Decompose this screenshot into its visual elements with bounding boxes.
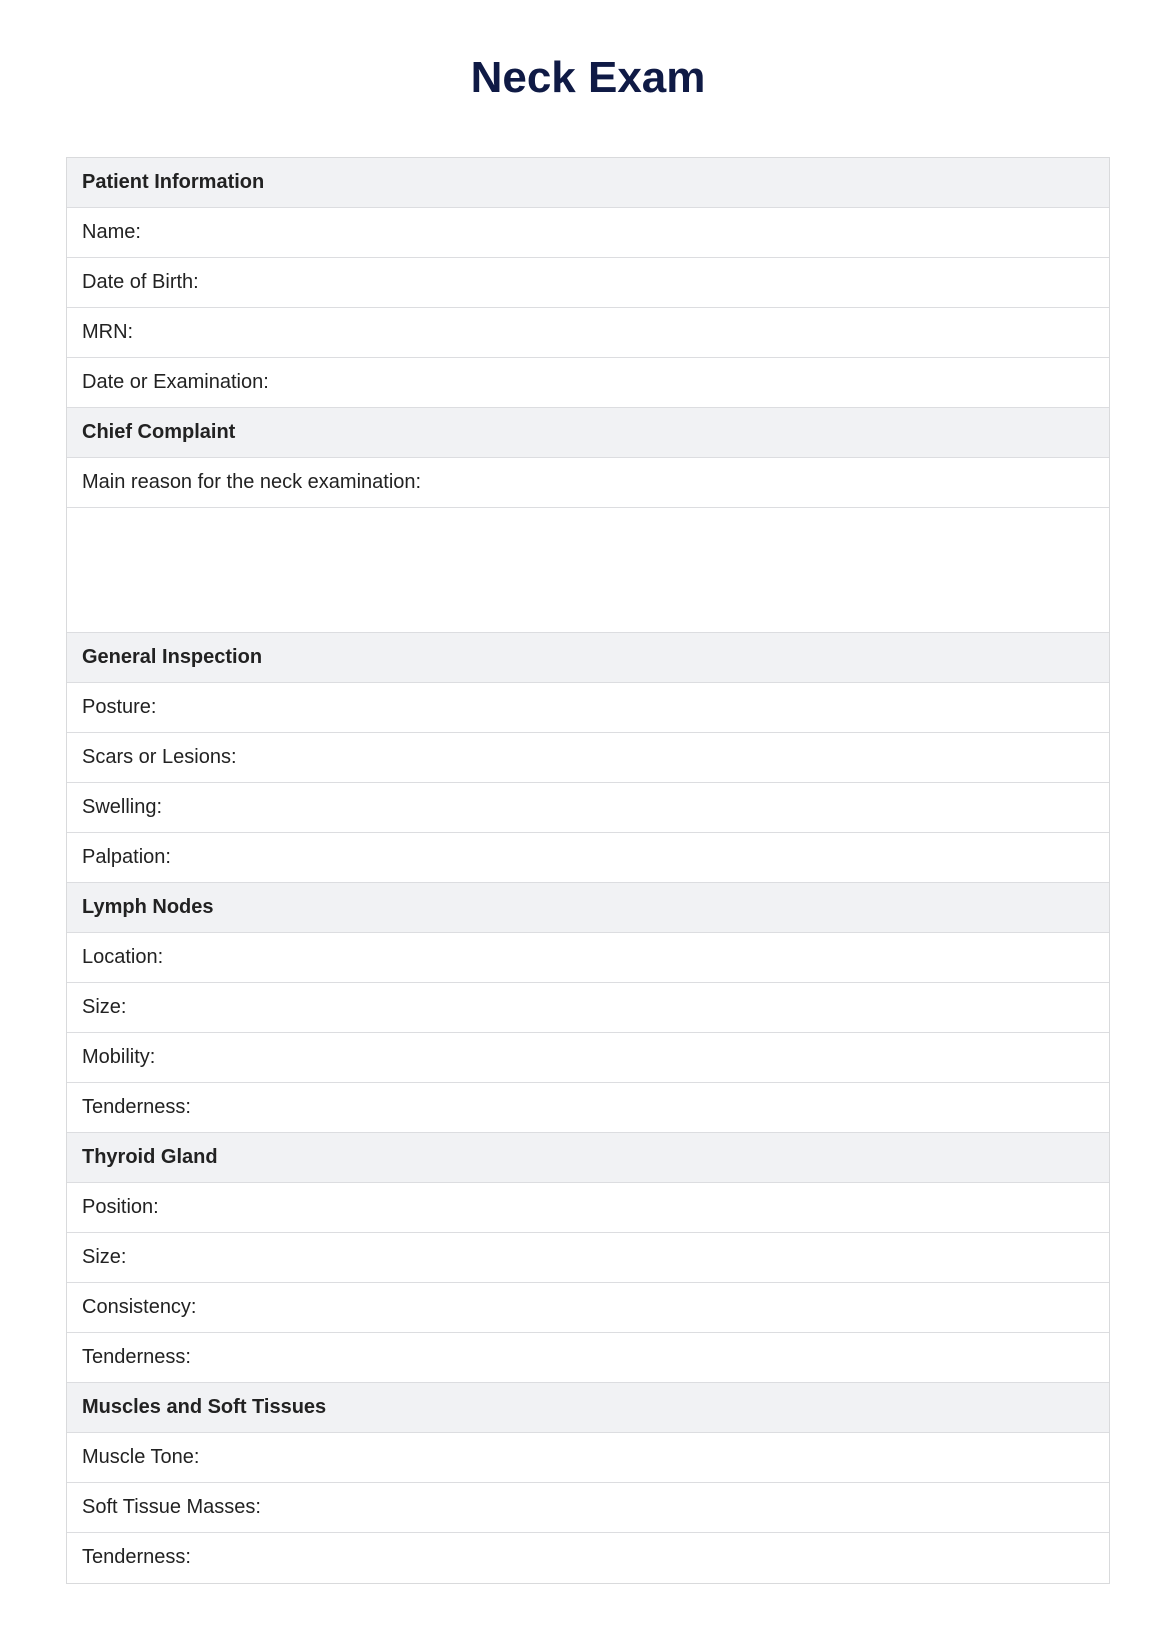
section-header: Patient Information <box>67 158 1109 208</box>
form-field-row[interactable]: Main reason for the neck examination: <box>67 458 1109 508</box>
section-header: Muscles and Soft Tissues <box>67 1383 1109 1433</box>
form-field-row[interactable]: Scars or Lesions: <box>67 733 1109 783</box>
form-field-row[interactable]: Mobility: <box>67 1033 1109 1083</box>
form-field-row[interactable]: Name: <box>67 208 1109 258</box>
free-text-area[interactable] <box>67 508 1109 633</box>
form-field-row[interactable]: Soft Tissue Masses: <box>67 1483 1109 1533</box>
page-title: Neck Exam <box>470 53 706 102</box>
form-field-row[interactable]: Muscle Tone: <box>67 1433 1109 1483</box>
form-field-row[interactable]: Position: <box>67 1183 1109 1233</box>
section-header: General Inspection <box>67 633 1109 683</box>
form-field-row[interactable]: Tenderness: <box>67 1333 1109 1383</box>
section-header: Thyroid Gland <box>67 1133 1109 1183</box>
form-field-row[interactable]: Consistency: <box>67 1283 1109 1333</box>
form-field-row[interactable]: Date of Birth: <box>67 258 1109 308</box>
neck-exam-form <box>66 157 1110 1584</box>
form-field-row[interactable]: Size: <box>67 983 1109 1033</box>
form-field-row[interactable]: Tenderness: <box>82 1546 191 1568</box>
form-field-row[interactable]: Tenderness: <box>67 1083 1109 1133</box>
form-field-row[interactable]: Posture: <box>67 683 1109 733</box>
section-header: Lymph Nodes <box>67 883 1109 933</box>
form-field-row[interactable]: Swelling: <box>67 783 1109 833</box>
form-field-row[interactable]: Palpation: <box>67 833 1109 883</box>
form-field-row[interactable]: Date or Examination: <box>67 358 1109 408</box>
form-field-row[interactable]: MRN: <box>67 308 1109 358</box>
section-header: Chief Complaint <box>67 408 1109 458</box>
form-field-row[interactable]: Size: <box>67 1233 1109 1283</box>
form-field-row[interactable]: Location: <box>67 933 1109 983</box>
